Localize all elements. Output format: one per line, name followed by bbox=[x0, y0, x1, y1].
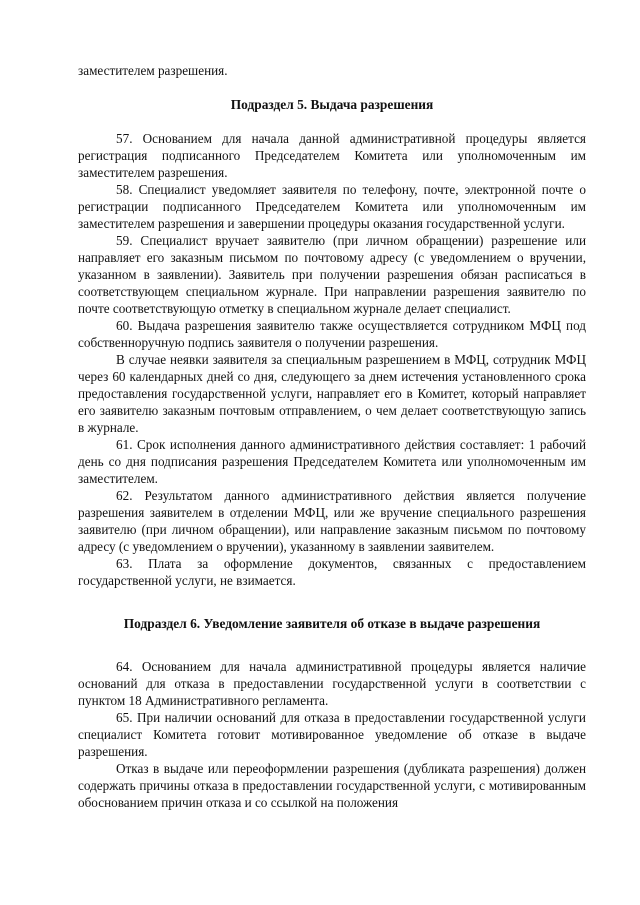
paragraph-61: 61. Срок исполнения данного административного действия составляет: 1 рабочий день со дня подписания разрешения Председателем Комитета или уполномоченным им заместителем. bbox=[78, 437, 586, 486]
paragraph-58: 58. Специалист уведомляет заявителя по телефону, почте, электронной почте о регистрации подписанного Председателем Комитета или уполномоченным им заместителем разрешения и завершении процедуры оказания государственной услуги. bbox=[78, 182, 586, 231]
paragraph-59: 59. Специалист вручает заявителю (при личном обращении) разрешение или направляет его заказным письмом по почтовому адресу (с уведомлением о вручении, указанном в заявлении). Заявитель при получении разрешения обязан расписаться в соответствующем специальном журнале. При направлении разрешения заявителю по почте соответствующую отметку в специальном журнале делает специалист. bbox=[78, 233, 586, 316]
paragraph-63: 63. Плата за оформление документов, связанных с предоставлением государственной услуги, не взимается. bbox=[78, 556, 586, 588]
paragraph-57: 57. Основанием для начала данной административной процедуры является регистрация подписанного Председателем Комитета или уполномоченным им заместителем разрешения. bbox=[78, 131, 586, 180]
paragraph-64: 64. Основанием для начала административной процедуры является наличие оснований для отказа в предоставлении государственной услуги в соответствии с пунктом 18 Административного регламента. bbox=[78, 659, 586, 708]
paragraph-60: 60. Выдача разрешения заявителю также осуществляется сотрудником МФЦ под собственноручную подпись заявителя о получении разрешения. bbox=[78, 318, 586, 350]
document-body bbox=[78, 62, 586, 811]
subsection-6-heading: Подраздел 6. Уведомление заявителя об отказе в выдаче разрешения bbox=[123, 616, 541, 631]
paragraph-62: 62. Результатом данного административного действия является получение разрешения заявителем в отделении МФЦ, или же вручение специального разрешения заявителю (при личном обращении), или направление заказным письмом по почтовому адресу (с уведомлением о вручении), указанному в заявлении заявителем. bbox=[78, 488, 586, 554]
paragraph-65: 65. При наличии оснований для отказа в предоставлении государственной услуги специалист Комитета готовит мотивированное уведомление об отказе в выдаче разрешения. bbox=[78, 710, 586, 759]
intro-line: заместителем разрешения. bbox=[78, 63, 228, 78]
paragraph-refusal-content: Отказ в выдаче или переоформлении разрешения (дубликата разрешения) должен содержать причины отказа в предоставлении государственной услуги, с мотивированным обоснованием причин отказа и со ссылкой на положения bbox=[78, 761, 586, 810]
paragraph-60-continuation: В случае неявки заявителя за специальным разрешением в МФЦ, сотрудник МФЦ через 60 календарных дней со дня, следующего за днем истечения установленного срока предоставления государственной услуги, направляет его в Комитет, который направляет его заявителю заказным почтовым отправлением, о чем делает соответствующую запись в журнале. bbox=[78, 352, 586, 435]
subsection-5-heading: Подраздел 5. Выдача разрешения bbox=[230, 97, 434, 112]
